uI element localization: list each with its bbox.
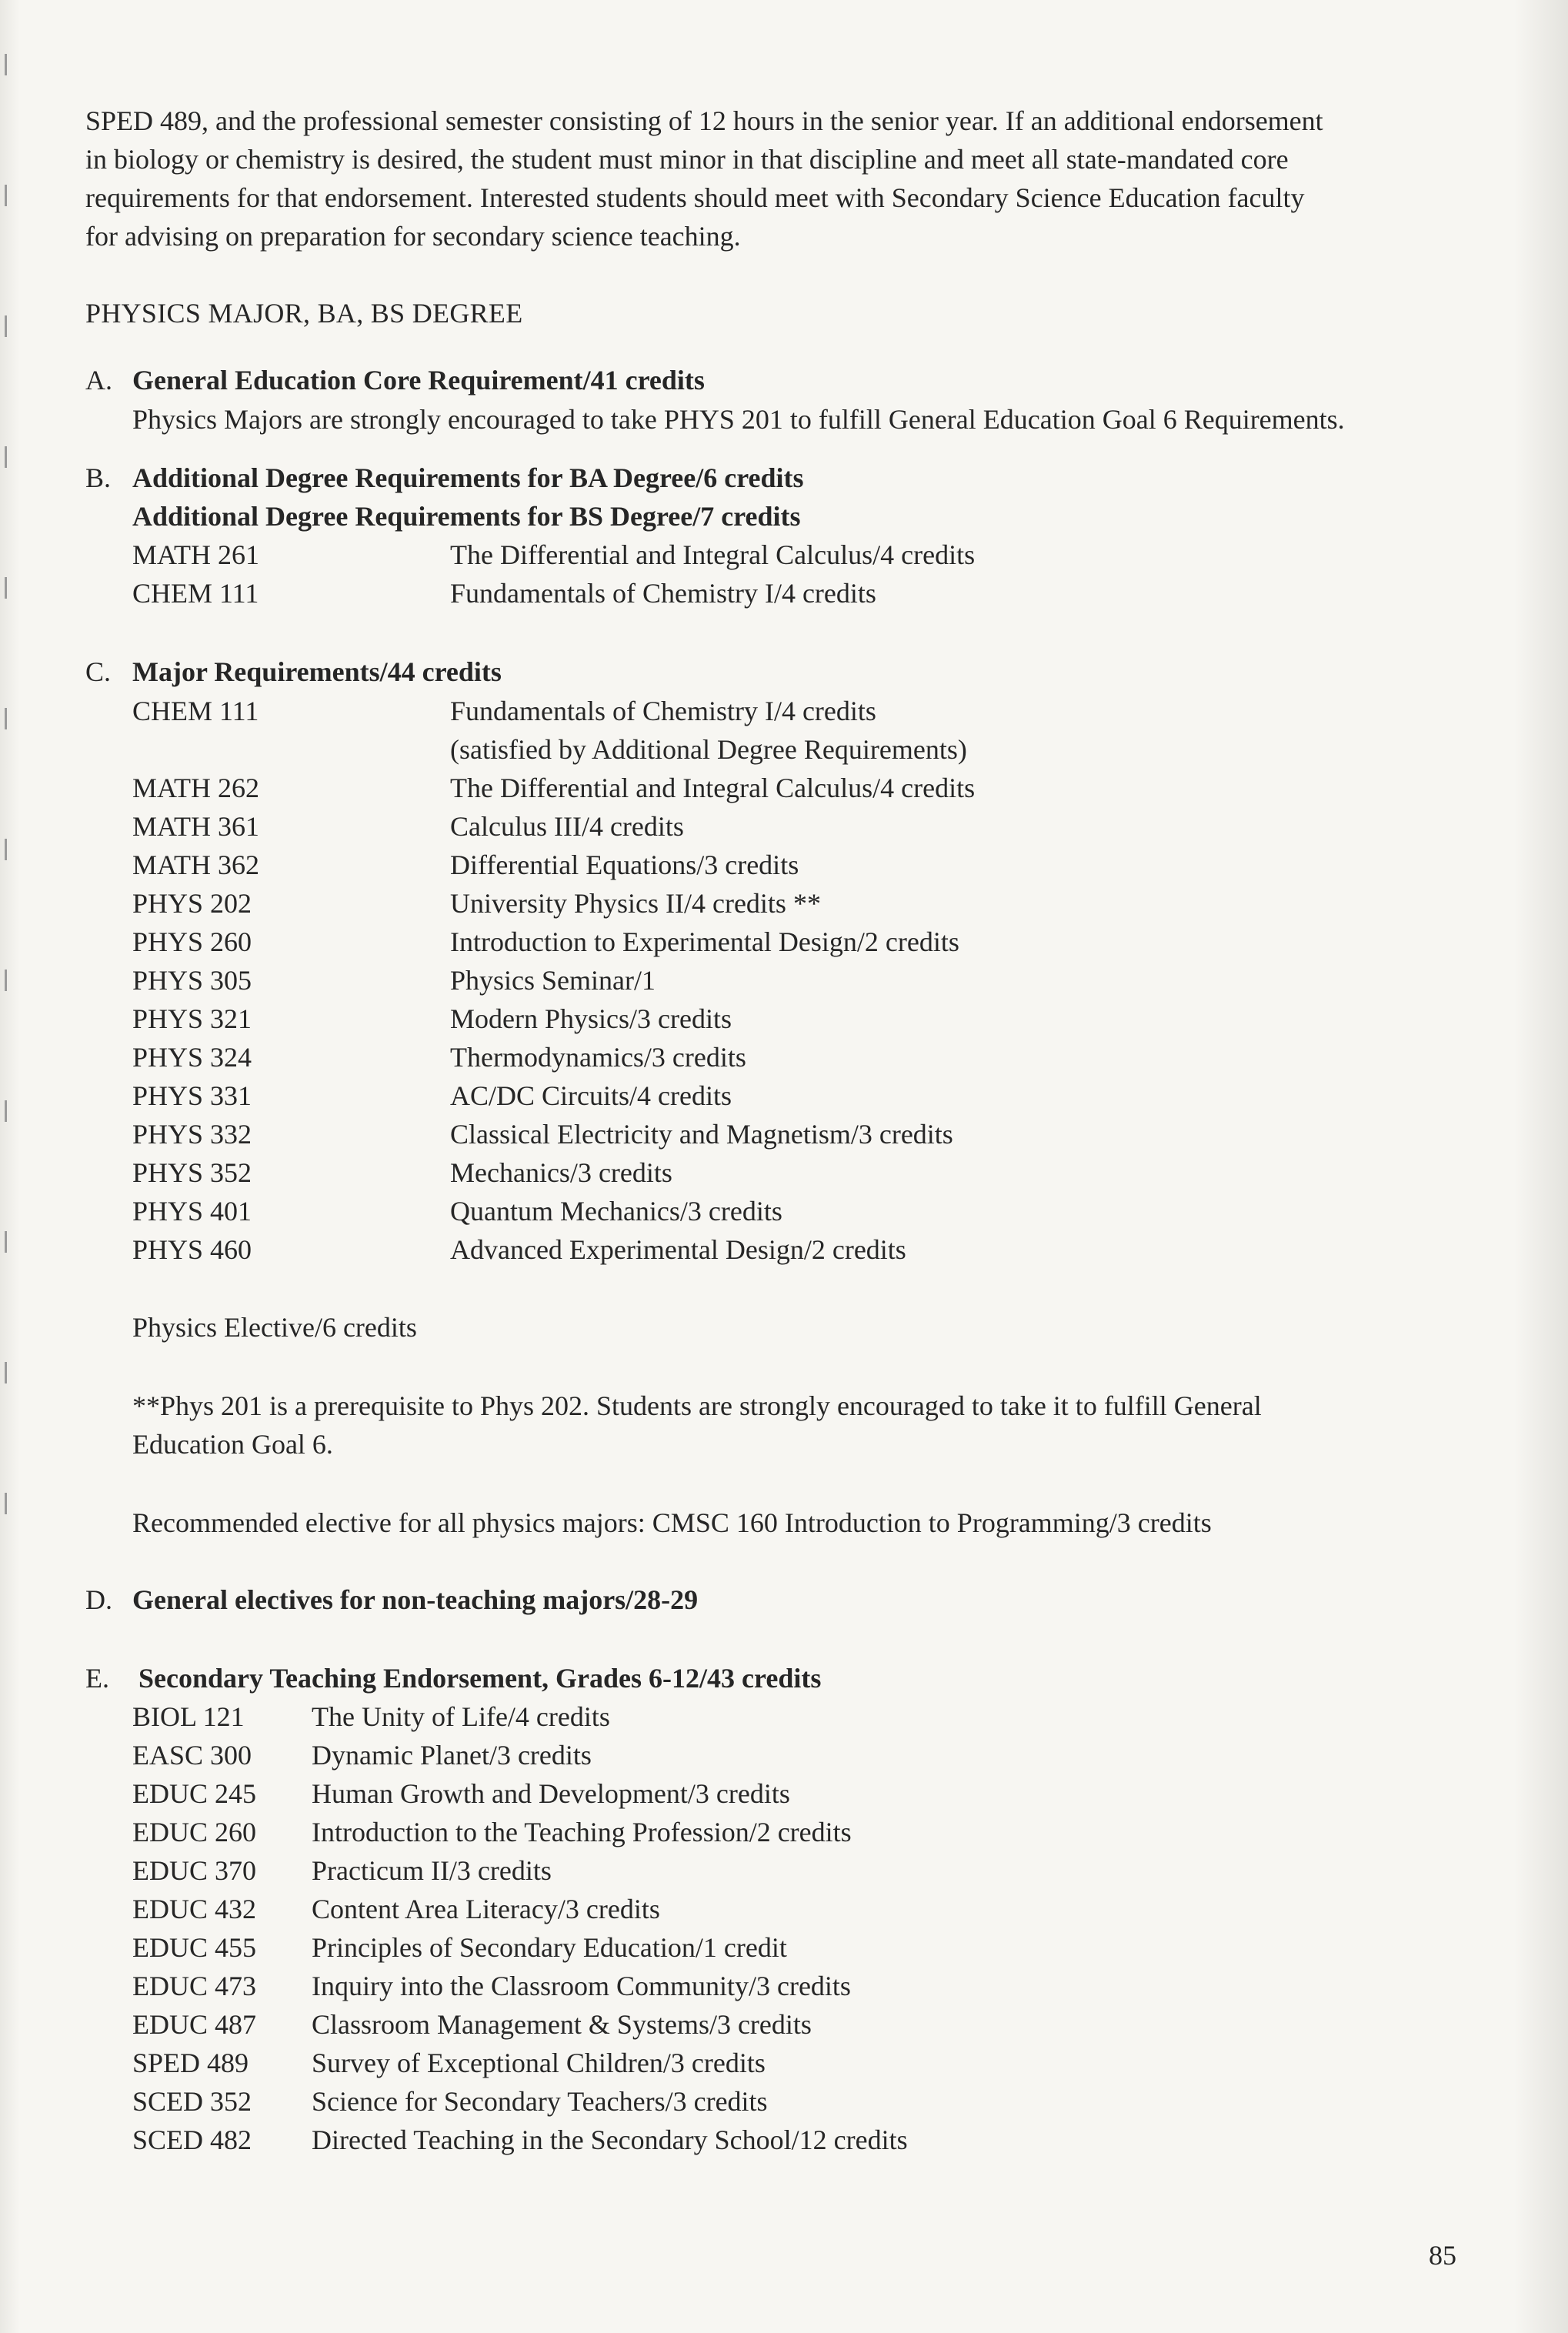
section-a-title: General Education Core Requirement/41 credits	[132, 365, 705, 396]
page-edge-shadow	[1514, 0, 1568, 2333]
course-desc: Human Growth and Development/3 credits	[312, 1778, 790, 1809]
course-desc: Content Area Literacy/3 credits	[312, 1894, 660, 1924]
course-desc: Quantum Mechanics/3 credits	[450, 1196, 782, 1227]
course-code: PHYS 202	[132, 888, 252, 919]
course-desc: Classroom Management & Systems/3 credits	[312, 2009, 812, 2040]
section-e-title: Secondary Teaching Endorsement, Grades 6-12/43 credits	[138, 1663, 822, 1694]
course-desc: (satisfied by Additional Degree Requirements)	[450, 734, 967, 765]
course-desc: The Differential and Integral Calculus/4 credits	[450, 539, 976, 570]
footnote-line: **Phys 201 is a prerequisite to Phys 202. Students are strongly encouraged to take it to fulfill General	[132, 1390, 1262, 1421]
section-c-letter: C.	[85, 656, 112, 687]
intro-line: SPED 489, and the professional semester consisting of 12 hours in the senior year. If an additional endorsement	[85, 105, 1323, 136]
margin-mark	[5, 1362, 7, 1383]
course-code: PHYS 401	[132, 1196, 252, 1227]
course-code: PHYS 321	[132, 1003, 252, 1034]
course-desc: University Physics II/4 credits **	[450, 888, 821, 919]
course-code: MATH 261	[132, 539, 260, 570]
course-code: MATH 362	[132, 849, 260, 880]
margin-mark	[5, 839, 7, 860]
course-code: PHYS 260	[132, 926, 252, 957]
section-a-letter: A.	[85, 365, 112, 396]
course-code: EDUC 370	[132, 1855, 256, 1886]
course-code: MATH 262	[132, 773, 260, 803]
course-desc: Advanced Experimental Design/2 credits	[450, 1234, 906, 1265]
margin-mark	[5, 970, 7, 991]
course-desc: The Differential and Integral Calculus/4 credits	[450, 773, 976, 803]
course-desc: Principles of Secondary Education/1 credit	[312, 1932, 787, 1963]
course-code: BIOL 121	[132, 1701, 245, 1732]
course-code: EDUC 260	[132, 1817, 256, 1847]
section-b-letter: B.	[85, 462, 112, 493]
major-heading: PHYSICS MAJOR, BA, BS DEGREE	[85, 298, 523, 329]
footnote-line: Education Goal 6.	[132, 1429, 333, 1460]
section-e-letter: E.	[85, 1663, 109, 1694]
margin-mark	[5, 1231, 7, 1253]
intro-line: for advising on preparation for secondary science teaching.	[85, 221, 741, 252]
course-code: PHYS 460	[132, 1234, 252, 1265]
course-code: SCED 352	[132, 2086, 252, 2117]
course-code: PHYS 324	[132, 1042, 252, 1073]
section-a-note: Physics Majors are strongly encouraged to take PHYS 201 to fulfill General Education Goal 6 Requirements.	[132, 404, 1345, 435]
margin-mark	[5, 577, 7, 599]
course-code: EDUC 455	[132, 1932, 256, 1963]
course-desc: Differential Equations/3 credits	[450, 849, 799, 880]
course-desc: Introduction to Experimental Design/2 credits	[450, 926, 959, 957]
section-d-title: General electives for non-teaching majors/28-29	[132, 1584, 699, 1615]
course-desc: Modern Physics/3 credits	[450, 1003, 732, 1034]
course-code: PHYS 305	[132, 965, 252, 996]
recommended-elective: Recommended elective for all physics majors: CMSC 160 Introduction to Programming/3 credits	[132, 1507, 1212, 1538]
course-code: CHEM 111	[132, 696, 259, 726]
course-desc: Practicum II/3 credits	[312, 1855, 552, 1886]
margin-mark	[5, 708, 7, 729]
binding-shadow	[0, 0, 20, 2333]
course-desc: The Unity of Life/4 credits	[312, 1701, 610, 1732]
section-b-title: Additional Degree Requirements for BA Degree/6 credits	[132, 462, 804, 493]
course-desc: Inquiry into the Classroom Community/3 credits	[312, 1971, 851, 2001]
course-desc: Physics Seminar/1	[450, 965, 656, 996]
course-desc: Dynamic Planet/3 credits	[312, 1740, 592, 1771]
course-desc: Introduction to the Teaching Profession/2 credits	[312, 1817, 852, 1847]
course-code: CHEM 111	[132, 578, 259, 609]
course-desc: Survey of Exceptional Children/3 credits	[312, 2048, 766, 2078]
course-code: EDUC 432	[132, 1894, 256, 1924]
intro-line: requirements for that endorsement. Interested students should meet with Secondary Science Education faculty	[85, 182, 1305, 213]
course-code: PHYS 331	[132, 1080, 252, 1111]
margin-mark	[5, 1100, 7, 1122]
course-code: SPED 489	[132, 2048, 249, 2078]
course-code: SCED 482	[132, 2124, 252, 2155]
course-desc: Directed Teaching in the Secondary School/12 credits	[312, 2124, 908, 2155]
course-code: EDUC 473	[132, 1971, 256, 2001]
section-b-title-2: Additional Degree Requirements for BS Degree/7 credits	[132, 501, 801, 532]
course-desc: Fundamentals of Chemistry I/4 credits	[450, 696, 876, 726]
intro-line: in biology or chemistry is desired, the student must minor in that discipline and meet all state-mandated core	[85, 144, 1289, 175]
margin-mark	[5, 185, 7, 206]
course-code: EASC 300	[132, 1740, 252, 1771]
course-desc: AC/DC Circuits/4 credits	[450, 1080, 732, 1111]
margin-mark	[5, 446, 7, 468]
course-code: EDUC 245	[132, 1778, 256, 1809]
course-desc: Fundamentals of Chemistry I/4 credits	[450, 578, 876, 609]
course-code: PHYS 352	[132, 1157, 252, 1188]
section-d-letter: D.	[85, 1584, 112, 1615]
margin-mark	[5, 54, 7, 75]
margin-mark	[5, 315, 7, 337]
section-c-title: Major Requirements/44 credits	[132, 656, 502, 687]
course-desc: Science for Secondary Teachers/3 credits	[312, 2086, 768, 2117]
course-code: EDUC 487	[132, 2009, 256, 2040]
physics-elective: Physics Elective/6 credits	[132, 1312, 417, 1343]
course-code: PHYS 332	[132, 1119, 252, 1150]
course-desc: Mechanics/3 credits	[450, 1157, 672, 1188]
course-code: MATH 361	[132, 811, 260, 842]
course-desc: Thermodynamics/3 credits	[450, 1042, 746, 1073]
margin-mark	[5, 1493, 7, 1514]
course-desc: Classical Electricity and Magnetism/3 credits	[450, 1119, 953, 1150]
page-number: 85	[1429, 2240, 1456, 2271]
course-desc: Calculus III/4 credits	[450, 811, 684, 842]
